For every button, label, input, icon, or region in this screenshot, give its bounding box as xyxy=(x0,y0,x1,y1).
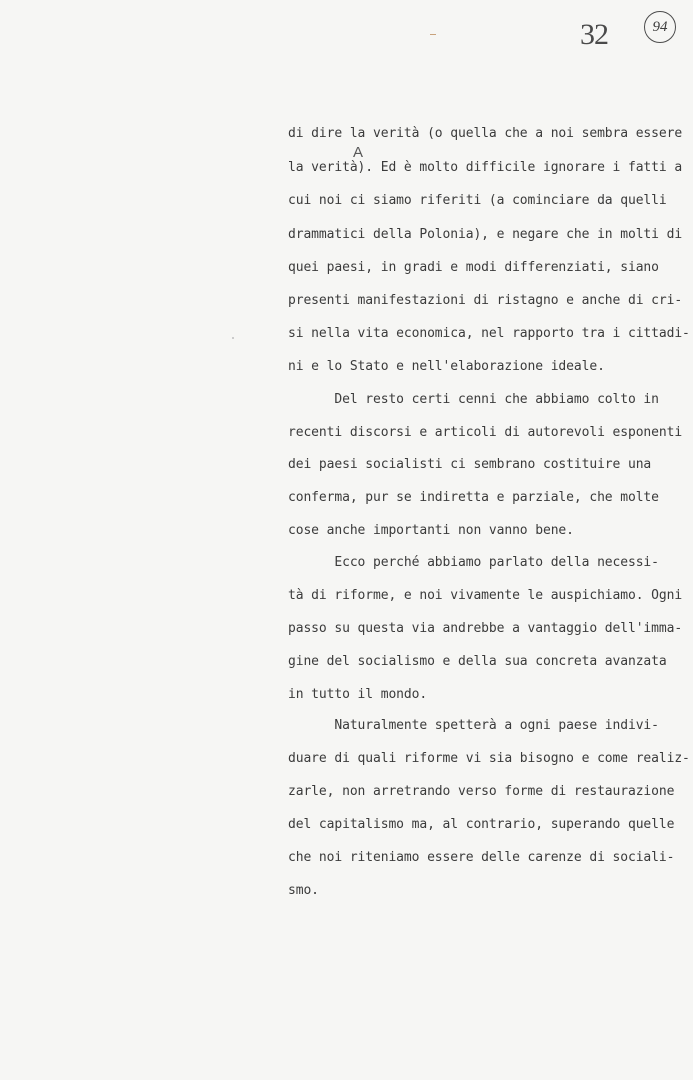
text-line: cose anche importanti non vanno bene. xyxy=(288,523,574,538)
text-line: smo. xyxy=(288,883,319,898)
text-line: di dire la verità (o quella che a noi sembra essere xyxy=(288,126,683,141)
ink-mark xyxy=(430,34,436,35)
text-line: la verità). Ed è molto difficile ignorare i fatti a xyxy=(288,160,683,175)
text-line: Del resto certi cenni che abbiamo colto in xyxy=(288,392,659,407)
text-line: duare di quali riforme vi sia bisogno e come realiz- xyxy=(288,751,690,766)
text-line: in tutto il mondo. xyxy=(288,687,428,702)
text-line: che noi riteniamo essere delle carenze di sociali- xyxy=(288,850,675,865)
text-line: presenti manifestazioni di ristagno e anche di cri- xyxy=(288,293,683,308)
margin-speck xyxy=(232,337,234,339)
text-line: del capitalismo ma, al contrario, superando quelle xyxy=(288,817,675,832)
text-line: zarle, non arretrando verso forme di restaurazione xyxy=(288,784,675,799)
handwritten-annotation: A xyxy=(353,144,364,161)
page-number: 32 xyxy=(580,18,608,51)
text-line: dei paesi socialisti ci sembrano costituire una xyxy=(288,457,652,472)
text-line: Naturalmente spetterà a ogni paese indivi- xyxy=(288,718,659,733)
circled-page-number: 94 xyxy=(644,11,676,43)
text-line: ni e lo Stato e nell'elaborazione ideale. xyxy=(288,359,605,374)
text-line: tà di riforme, e noi vivamente le auspichiamo. Ogni xyxy=(288,588,683,603)
text-line: Ecco perché abbiamo parlato della necessi- xyxy=(288,555,659,570)
text-line: si nella vita economica, nel rapporto tra i cittadi- xyxy=(288,326,690,341)
text-line: quei paesi, in gradi e modi differenziati, siano xyxy=(288,260,659,275)
text-line: gine del socialismo e della sua concreta avanzata xyxy=(288,654,667,669)
text-line: cui noi ci siamo riferiti (a cominciare da quelli xyxy=(288,193,667,208)
text-line: drammatici della Polonia), e negare che in molti di xyxy=(288,227,683,242)
text-line: recenti discorsi e articoli di autorevoli esponenti xyxy=(288,425,683,440)
text-line: passo su questa via andrebbe a vantaggio dell'imma- xyxy=(288,621,683,636)
text-line: conferma, pur se indiretta e parziale, che molte xyxy=(288,490,659,505)
